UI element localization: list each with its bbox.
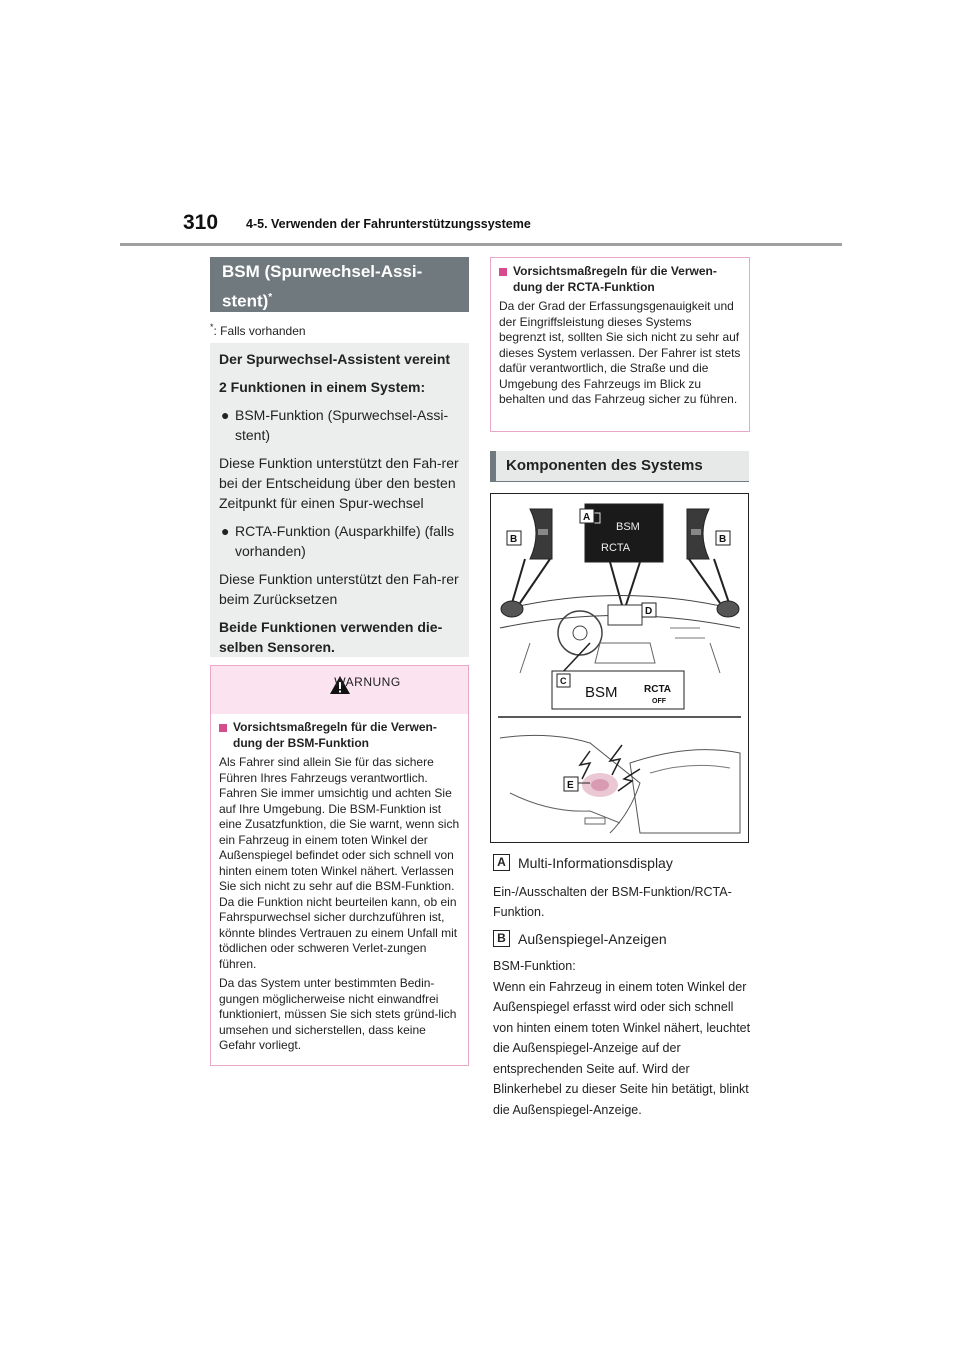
item-a-letter: A <box>493 854 510 871</box>
display-bsm-text: BSM <box>616 521 640 533</box>
bullet-bsm-text: BSM-Funktion (Spurwechsel-Assi-stent) <box>235 407 449 443</box>
item-b-title: Außenspiegel-Anzeigen <box>518 930 667 947</box>
item-b-desc2: Wenn ein Fahrzeug in einem toten Winkel der Außenspiegel erfasst wird oder sich schnell von hinten einem toten Winkel nähert, leuchtet die Außenspiegel-Anzeige auf der entsprechenden Seite auf. Wird der Blinkerhebel zu dieser Seite hin betätigt, blinkt die Außenspiegel-Anzeige. <box>493 979 751 1117</box>
footnote-asterisk: * <box>210 322 214 332</box>
rcta-warning-box <box>490 257 750 432</box>
page-number: 310 <box>183 211 219 234</box>
rcta-warning-para: Da der Grad der Erfassungsgenauigkeit und der Eingriffsleistung dieses Systems begrenzt ist, sollten Sie sich nicht zu sehr auf dieses System verlassen. Der Fahrer ist stets dafür verantwortlich, die Straße und die Umgebung des Fahrzeugs im Blick zu behalten und das Fahrzeug sicher zu führen. <box>499 299 741 406</box>
bullet-dot-icon: ● <box>221 523 230 539</box>
label-e: E <box>567 780 574 791</box>
warning-label: WARNUNG <box>334 675 401 689</box>
switch-rcta-text: RCTA <box>644 684 672 695</box>
header-rule <box>120 243 842 246</box>
rcta-warning-title <box>499 264 741 295</box>
warning-title-text: Vorsichtsmaßregeln für die Verwen-dung der BSM-Funktion <box>233 720 437 750</box>
intro-line1: Der Spurwechsel-Assistent vereint <box>219 351 451 367</box>
bsm-heading-line2 <box>222 285 457 315</box>
switch-off-text: OFF <box>652 698 666 705</box>
bsm-heading-line2-text: stent) <box>222 291 269 311</box>
system-components-diagram <box>490 493 749 843</box>
warning-box <box>210 665 469 1066</box>
item-a-title: Multi-Informationsdisplay <box>518 854 673 871</box>
components-heading: Komponenten des Systems <box>490 451 749 481</box>
square-bullet-icon <box>219 724 227 732</box>
item-a-desc: Ein-/Ausschalten der BSM-Funktion/RCTA-Funktion. <box>493 885 732 919</box>
item-b-letter: B <box>493 930 510 947</box>
warning-title <box>219 720 460 751</box>
display-rcta-text: RCTA <box>601 542 631 554</box>
bullet-bsm <box>219 405 461 445</box>
bullet-rcta-text: RCTA-Funktion (Ausparkhilfe) (falls vorhanden) <box>235 523 455 559</box>
label-b-left: B <box>510 534 518 545</box>
rcta-warning-body <box>491 258 749 414</box>
intro-box <box>210 343 469 657</box>
warning-header <box>211 666 468 714</box>
switch-bsm-text: BSM <box>585 684 618 701</box>
bsm-heading-line1: BSM (Spurwechsel-Assi- <box>222 262 423 281</box>
label-b-right: B <box>719 534 727 545</box>
footnote-text: : Falls vorhanden <box>213 324 306 338</box>
intro-closing: Beide Funktionen verwenden die-selben Sensoren. <box>219 619 443 655</box>
item-b-desc <box>493 956 753 1120</box>
bullet-bsm-desc: Diese Funktion unterstützt den Fah-rer bei der Entscheidung über den besten Zeitpunkt für einen Spur-wechsel <box>219 455 459 511</box>
bullet-rcta-desc: Diese Funktion unterstützt den Fah-rer beim Zurücksetzen <box>219 571 459 607</box>
bsm-heading <box>210 257 469 312</box>
bullet-dot-icon: ● <box>221 407 230 423</box>
square-bullet-icon <box>499 268 507 276</box>
label-c: C <box>560 676 567 686</box>
item-a <box>493 854 673 871</box>
warning-body <box>211 714 468 1060</box>
item-b-desc1: BSM-Funktion: <box>493 959 576 973</box>
intro-line2: 2 Funktionen in einem System: <box>219 379 426 395</box>
bullet-rcta <box>219 521 461 561</box>
rcta-warning-title-text: Vorsichtsmaßregeln für die Verwen-dung der RCTA-Funktion <box>513 264 717 294</box>
heading-asterisk: * <box>268 292 273 303</box>
footnote <box>210 322 306 338</box>
warning-para1: Als Fahrer sind allein Sie für das sichere Führen Ihres Fahrzeugs verantwortlich. Fahren Sie immer umsichtig und achten Sie auf Ihre Umgebung. Die BSM-Funktion ist eine Zusatzfunktion, die Sie warnt, wenn sich ein Fahrzeug in einem toten Winkel der Außenspiegel befindet oder sich schnell von hinten einem toten Winkel nähert. Verlassen Sie sich nicht zu sehr auf die BSM-Funktion. Da die Funktion nicht beurteilen kann, ob ein Fahrspurwechsel sicher durchzuführen ist, könnte blindes Vertrauen zu einem Unfall mit tödlichen oder schweren Verlet-zungen führen. <box>219 755 460 971</box>
components-underline <box>490 481 749 482</box>
item-b <box>493 930 667 947</box>
section-title: 4-5. Verwenden der Fahrunterstützungssysteme <box>246 217 531 231</box>
label-a: A <box>583 512 591 523</box>
label-d: D <box>645 606 653 617</box>
warning-para2: Da das System unter bestimmten Bedin-gungen möglicherweise nicht einwandfrei funktioniert, müssen Sie sich stets gründ-lich umsehen und sicherstellen, dass keine Gefahr vorliegt. <box>219 976 457 1052</box>
